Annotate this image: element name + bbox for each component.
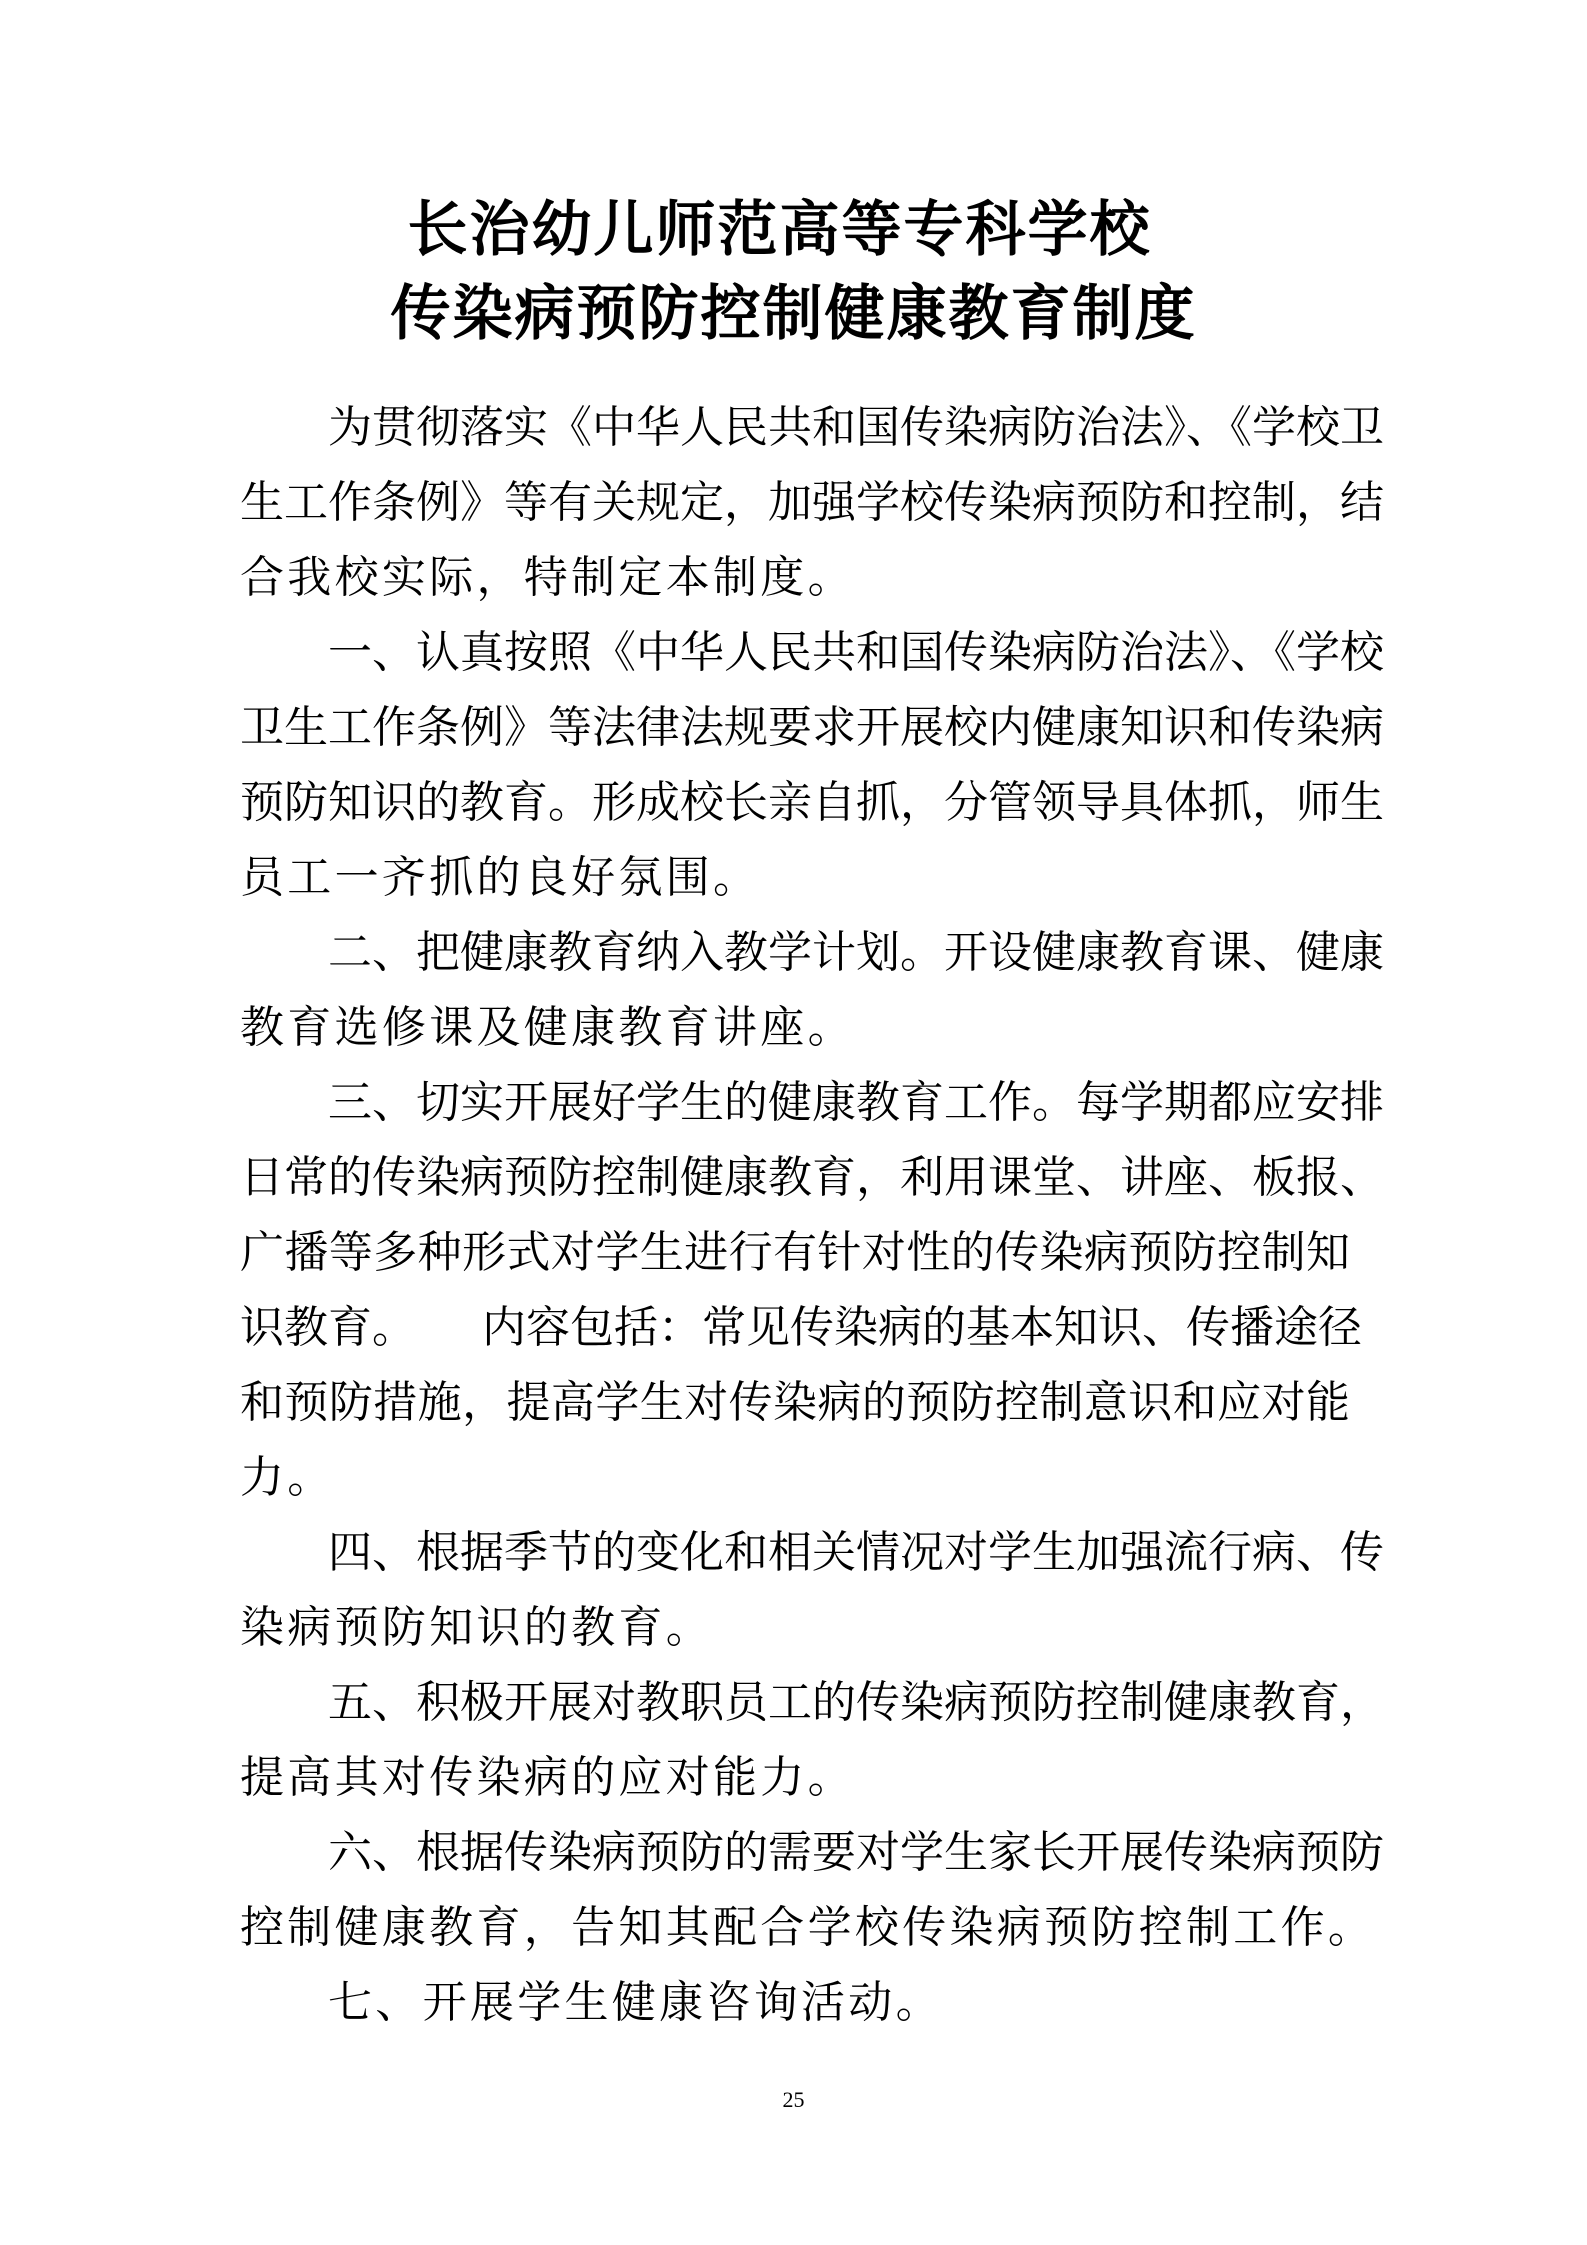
text-line: 为贯彻落实《中华人民共和国传染病防治法》、《学校卫 bbox=[328, 402, 1384, 453]
paragraph-item-4 bbox=[240, 1515, 1384, 1665]
paragraph-item-2 bbox=[240, 915, 1384, 1065]
paragraph-preamble bbox=[240, 390, 1384, 615]
page-number: 25 bbox=[782, 2087, 805, 2112]
text-line: 识教育。 内容包括：常见传染病的基本知识、传播途径 bbox=[240, 1302, 1362, 1353]
document-body bbox=[240, 390, 1384, 2040]
text-line: 七、开展学生健康咨询活动。 bbox=[328, 1977, 943, 2028]
text-line: 一、认真按照《中华人民共和国传染病防治法》、《学校 bbox=[328, 627, 1384, 678]
text-line: 提高其对传染病的应对能力。 bbox=[240, 1752, 855, 1803]
paragraph-item-7 bbox=[240, 1965, 1350, 2040]
paragraph-item-5 bbox=[240, 1665, 1384, 1815]
paragraph-item-3 bbox=[240, 1065, 1384, 1515]
text-line: 二、把健康教育纳入教学计划。开设健康教育课、健康 bbox=[328, 927, 1384, 978]
text-line: 和预防措施，提高学生对传染病的预防控制意识和应对能 bbox=[240, 1377, 1350, 1428]
text-line: 合我校实际，特制定本制度。 bbox=[240, 552, 855, 603]
title-line-school-name: 长治幼儿师范高等专科学校 bbox=[407, 195, 1152, 265]
text-line: 日常的传染病预防控制健康教育，利用课堂、讲座、板报、 bbox=[240, 1152, 1384, 1203]
text-line: 生工作条例》等有关规定，加强学校传染病预防和控制，结 bbox=[240, 477, 1384, 528]
text-line: 力。 bbox=[240, 1452, 335, 1503]
text-line: 员工一齐抓的良好氛围。 bbox=[240, 852, 761, 903]
text-line: 卫生工作条例》等法律法规要求开展校内健康知识和传染病 bbox=[240, 702, 1384, 753]
paragraph-item-1 bbox=[240, 615, 1384, 915]
title-line-regulation-name: 传染病预防控制健康教育制度 bbox=[390, 279, 1197, 349]
paragraph-item-6 bbox=[240, 1815, 1384, 1965]
text-line: 控制健康教育，告知其配合学校传染病预防控制工作。 bbox=[240, 1902, 1376, 1953]
document-title bbox=[0, 188, 1587, 356]
text-line: 广播等多种形式对学生进行有针对性的传染病预防控制知 bbox=[240, 1227, 1350, 1278]
text-line: 六、根据传染病预防的需要对学生家长开展传染病预防 bbox=[328, 1827, 1384, 1878]
text-line: 教育选修课及健康教育讲座。 bbox=[240, 1002, 855, 1053]
text-line: 预防知识的教育。形成校长亲自抓，分管领导具体抓，师生 bbox=[240, 777, 1384, 828]
text-line: 五、积极开展对教职员工的传染病预防控制健康教育， bbox=[328, 1677, 1384, 1728]
text-line: 三、切实开展好学生的健康教育工作。每学期都应安排 bbox=[328, 1077, 1384, 1128]
text-line: 四、根据季节的变化和相关情况对学生加强流行病、传 bbox=[328, 1527, 1384, 1578]
text-line: 染病预防知识的教育。 bbox=[240, 1602, 713, 1653]
